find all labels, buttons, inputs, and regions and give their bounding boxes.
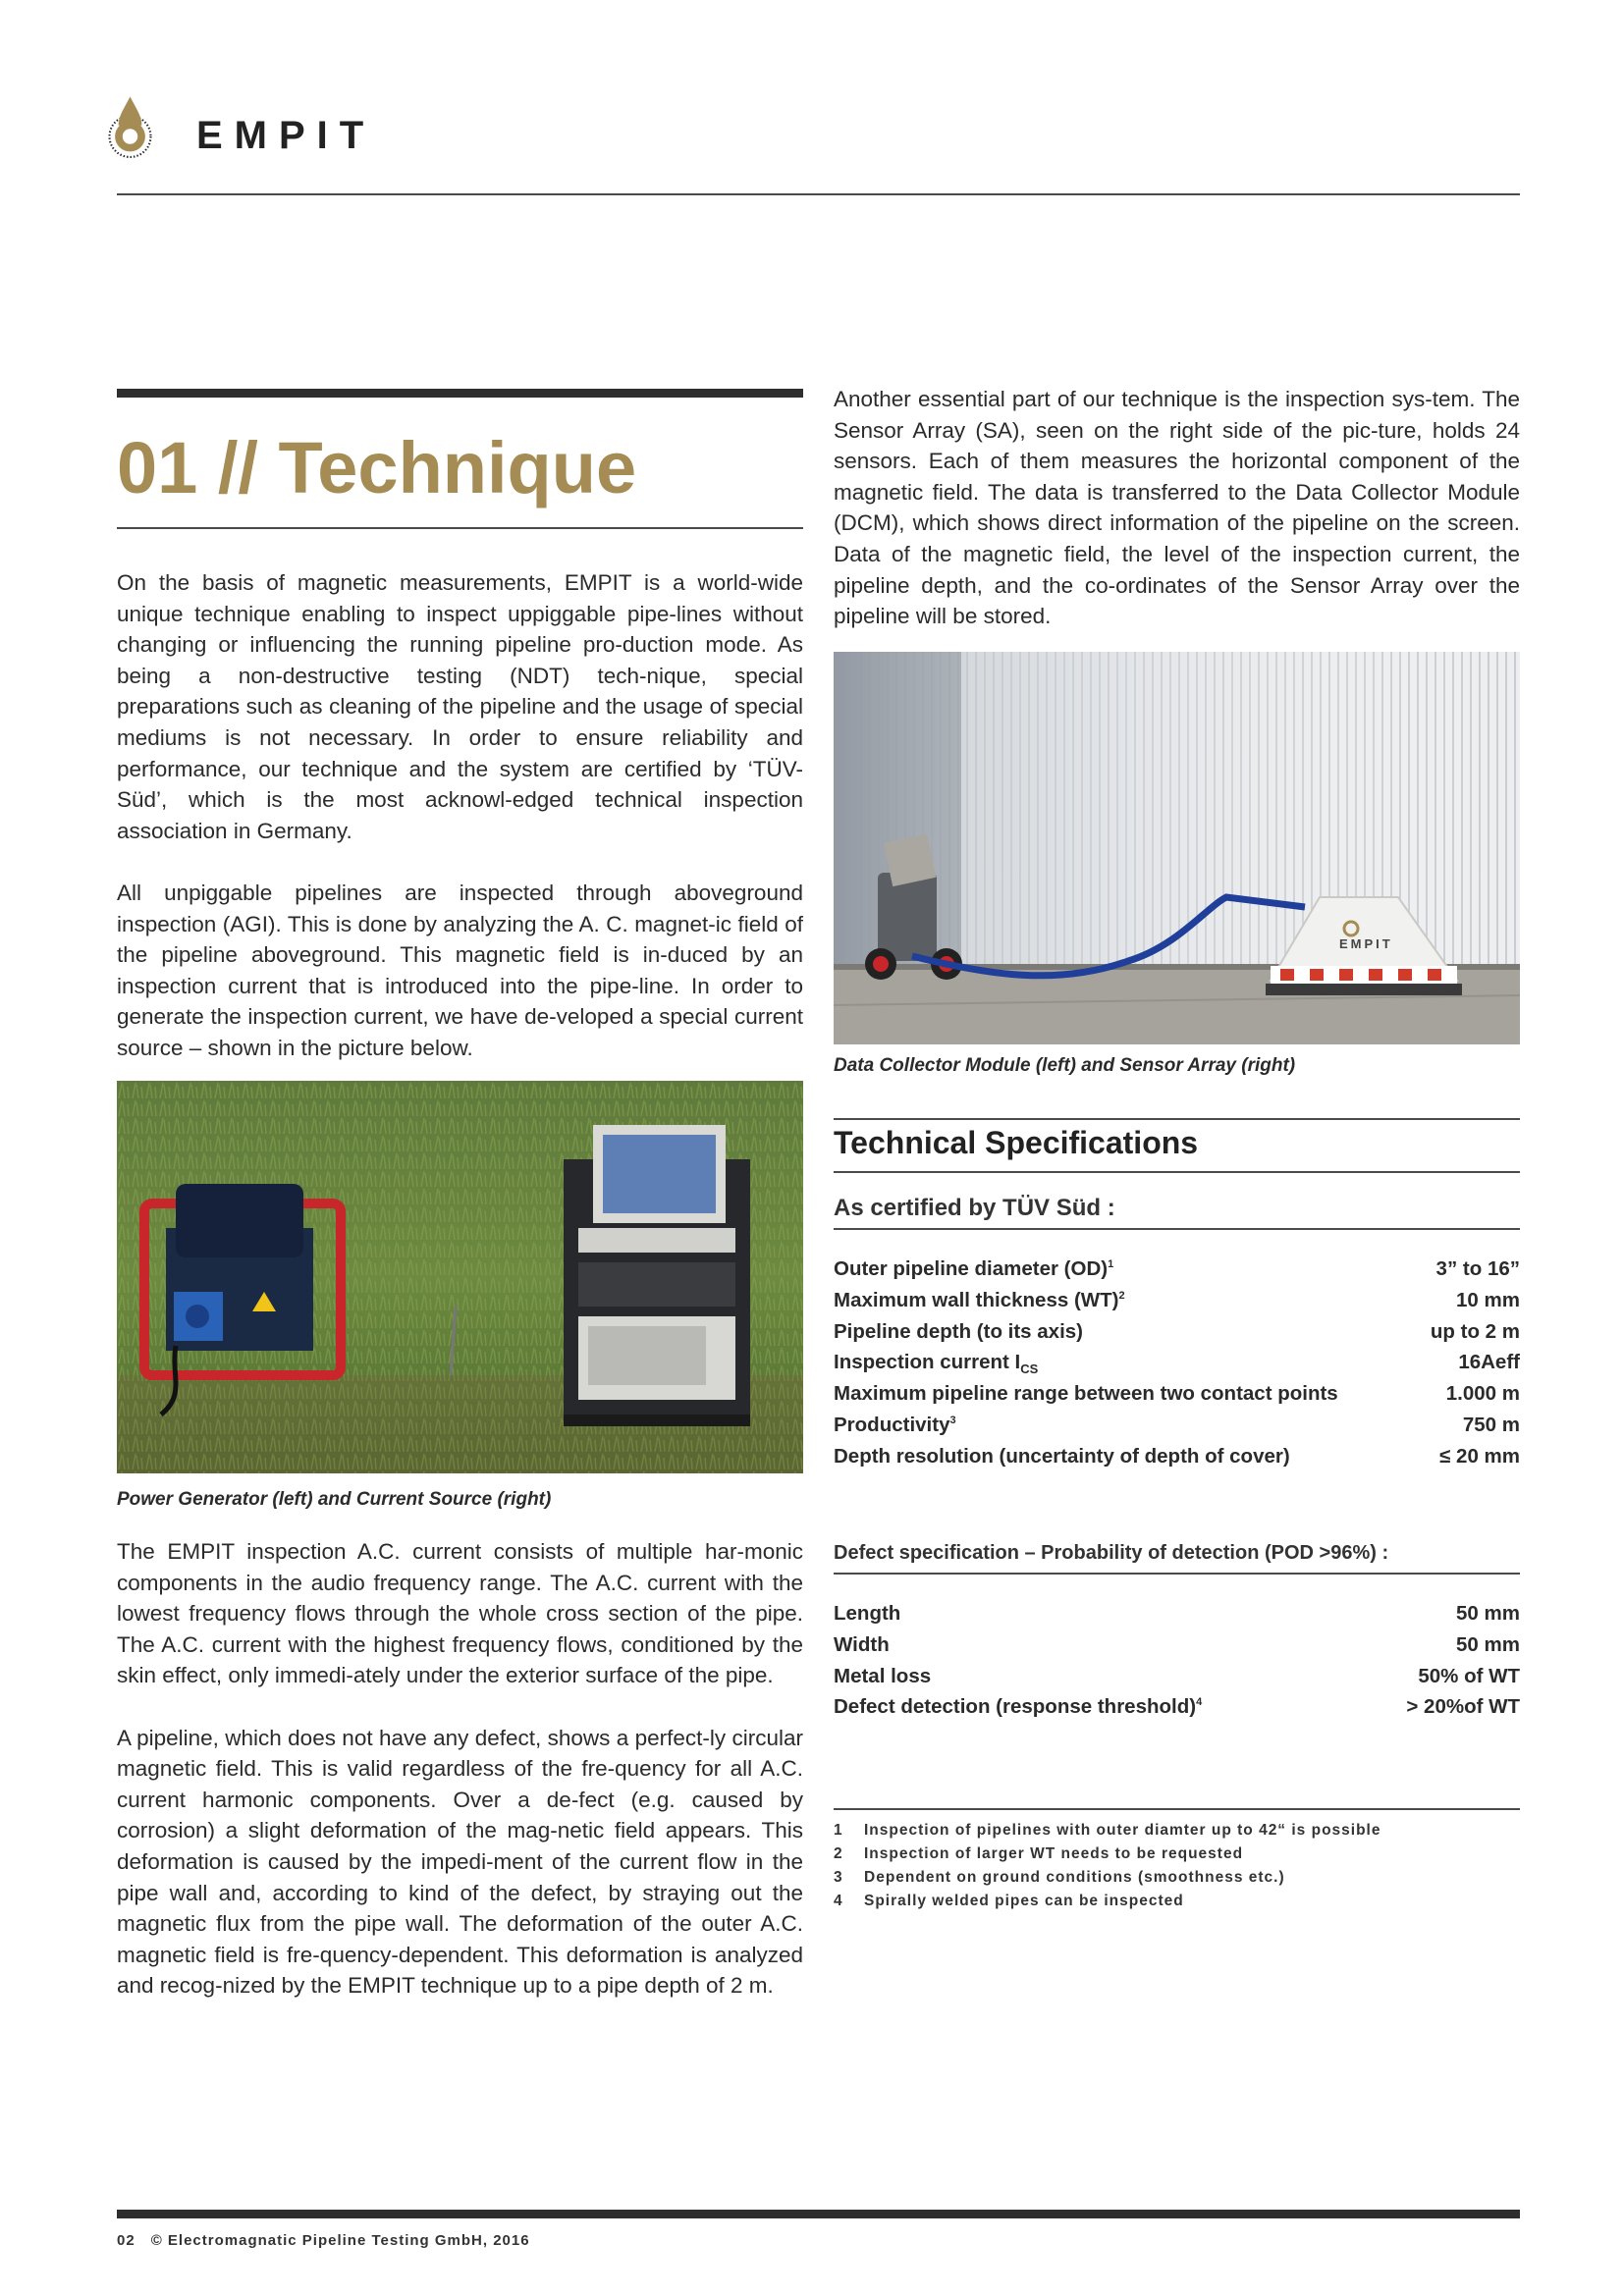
spec-label: Maximum wall thickness (WT)$^2$ <box>834 1288 1125 1311</box>
defect-label: Length <box>834 1602 901 1625</box>
section-top-bar <box>117 389 803 398</box>
spec-value: 10 mm <box>1456 1288 1520 1311</box>
photo-generator-current-source <box>117 1081 803 1473</box>
defect-value: 50 mm <box>1456 1602 1520 1625</box>
spec-label: Productivity$^3$ <box>834 1413 956 1436</box>
left-body-text <box>117 1536 803 2002</box>
cert-divider <box>834 1228 1520 1230</box>
photo-caption-generator: Power Generator (left) and Current Source (right) <box>117 1489 552 1510</box>
defect-label: Width <box>834 1632 890 1656</box>
sensor-array-logo-text: EMPIT <box>1339 936 1393 951</box>
photo-caption-sensor: Data Collector Module (left) and Sensor Array (right) <box>834 1055 1296 1076</box>
defect-table <box>834 1602 1520 1727</box>
logo-drop <box>119 96 142 125</box>
footnote <box>834 1819 1520 1842</box>
spec-label: Outer pipeline diameter (OD)$^1$ <box>834 1257 1114 1280</box>
defect-row <box>834 1665 1520 1696</box>
spec-label: Maximum pipeline range between two contact points <box>834 1382 1338 1406</box>
paragraph: A pipeline, which does not have any defect, shows a perfect-ly circular magnetic field. This is valid regardless of the fre-quency for all A.C. current harmonic components. Over a de-fect (e.g. caused by corrosion) a slight deformation of the mag-netic field appears. This deformation is caused by the impedi-ment of the current flow in the pipe wall and, according to kind of the defect, by straying out the magnetic flux from the pipe wall. The deformation of the outer A.C. magnetic field is fre-quency-dependent. This deformation is analyzed and recog-nized by the EMPIT technique up to a pipe depth of 2 m. <box>117 1725 803 1999</box>
spec-row <box>834 1382 1520 1414</box>
defect-row <box>834 1695 1520 1727</box>
spec-value: 3” to 16” <box>1435 1257 1520 1280</box>
spec-label: Pipeline depth (to its axis) <box>834 1319 1084 1343</box>
paragraph: The EMPIT inspection A.C. current consists of multiple har-monic components in the audio frequency range. The A.C. current with the lowest frequency flows through the whole cross section of the pipe. The A.C. current with the highest frequency flows, conditioned by the skin effect, only immedi-ately under the exterior surface of the pipe. <box>117 1539 803 1688</box>
footnote-text: Dependent on ground conditions (smoothness etc.) <box>864 1869 1285 1886</box>
defect-value: 50% of WT <box>1418 1664 1520 1687</box>
left-intro-text <box>117 567 803 1064</box>
logo-wordmark: EMPIT <box>196 114 376 157</box>
footnote-text: Inspection of larger WT needs to be requested <box>864 1845 1244 1862</box>
defect-value: 50 mm <box>1456 1632 1520 1656</box>
footnote-text: Inspection of pipelines with outer diamter up to 42“ is possible <box>864 1822 1381 1839</box>
footnotes <box>834 1819 1520 1913</box>
spec-divider <box>834 1171 1520 1173</box>
footnote <box>834 1842 1520 1866</box>
footnotes-divider <box>834 1808 1520 1810</box>
right-intro-text <box>834 384 1520 632</box>
footnote-number: 4 <box>834 1893 843 1909</box>
defect-label: Metal loss <box>834 1664 932 1687</box>
defect-label: Defect detection (response threshold)$^4$ <box>834 1695 1203 1719</box>
footnote-number: 2 <box>834 1845 843 1862</box>
header-divider <box>117 193 1520 195</box>
spec-row <box>834 1414 1520 1445</box>
footer-bar <box>117 2210 1520 2218</box>
spec-value: up to 2 m <box>1430 1319 1520 1343</box>
defect-heading: Defect specification – Probability of detection (POD >96%) : <box>834 1542 1389 1564</box>
spec-row <box>834 1257 1520 1289</box>
spec-table <box>834 1257 1520 1476</box>
spec-value: ≤ 20 mm <box>1439 1444 1520 1468</box>
defect-row <box>834 1602 1520 1633</box>
title-divider <box>117 527 803 529</box>
page-number: 02 <box>117 2232 135 2249</box>
spec-label: Inspection current $I_{CS}$ <box>834 1351 1039 1377</box>
footer <box>117 2233 546 2248</box>
photo-dcm-sensor-array <box>834 652 1520 1044</box>
defect-row <box>834 1633 1520 1665</box>
footnote <box>834 1890 1520 1913</box>
spec-divider-top <box>834 1118 1520 1120</box>
current-source-rack <box>564 1125 750 1426</box>
footnote-text: Spirally welded pipes can be inspected <box>864 1893 1184 1909</box>
spec-row <box>834 1289 1520 1320</box>
spec-value: 1.000 m <box>1445 1382 1520 1406</box>
spec-value: 16Aeff <box>1458 1351 1520 1374</box>
defect-divider <box>834 1573 1520 1575</box>
paragraph: On the basis of magnetic measurements, EMPIT is a world-wide unique technique enabling to inspect uppiggable pipe-lines without changing or influencing the running pipeline pro-duction mode. As being a non-destructive testing (NDT) tech-nique, special preparations such as cleaning of the pipeline and the usage of special mediums is not necessary. In order to ensure reliability and performance, our technique and the system are certified by ‘TÜV-Süd’, which is the most acknowl-edged technical inspection association in Germany. <box>117 570 803 843</box>
spec-value: 750 m <box>1462 1413 1520 1436</box>
cert-heading: As certified by TÜV Süd : <box>834 1195 1115 1221</box>
defect-value: > 20%of WT <box>1406 1695 1520 1719</box>
copyright-text: © Electromagnatic Pipeline Testing GmbH, 2016 <box>150 2232 530 2249</box>
empit-logo-mark <box>106 80 175 179</box>
paragraph: Another essential part of our technique is the inspection sys-tem. The Sensor Array (SA), seen on the right side of the pic-ture, holds 24 sensors. Each of them measures the horizontal component of the magnetic field. The data is transferred to the Data Collector Module (DCM), which shows direct information of the pipeline on the screen. Data of the magnetic field, the level of the inspection current, the pipeline depth, and the co-ordinates of the Sensor Array over the pipeline will be stored. <box>834 387 1520 629</box>
spec-row <box>834 1445 1520 1476</box>
footnote <box>834 1866 1520 1890</box>
spec-heading: Technical Specifications <box>834 1125 1199 1160</box>
page-title: 01 // Technique <box>117 427 637 508</box>
footnote-number: 1 <box>834 1822 843 1839</box>
spec-row <box>834 1351 1520 1382</box>
spec-label: Depth resolution (uncertainty of depth of cover) <box>834 1444 1290 1468</box>
paragraph: All unpiggable pipelines are inspected through aboveground inspection (AGI). This is done by analyzing the A. C. magnet-ic field of the pipeline aboveground. This magnetic field is in-duced by an inspection current that is introduced into the pipe-line. In order to generate the inspection current, we have de-veloped a special current source – shown in the picture below. <box>117 880 803 1060</box>
footnote-number: 3 <box>834 1869 843 1886</box>
spec-row <box>834 1320 1520 1352</box>
